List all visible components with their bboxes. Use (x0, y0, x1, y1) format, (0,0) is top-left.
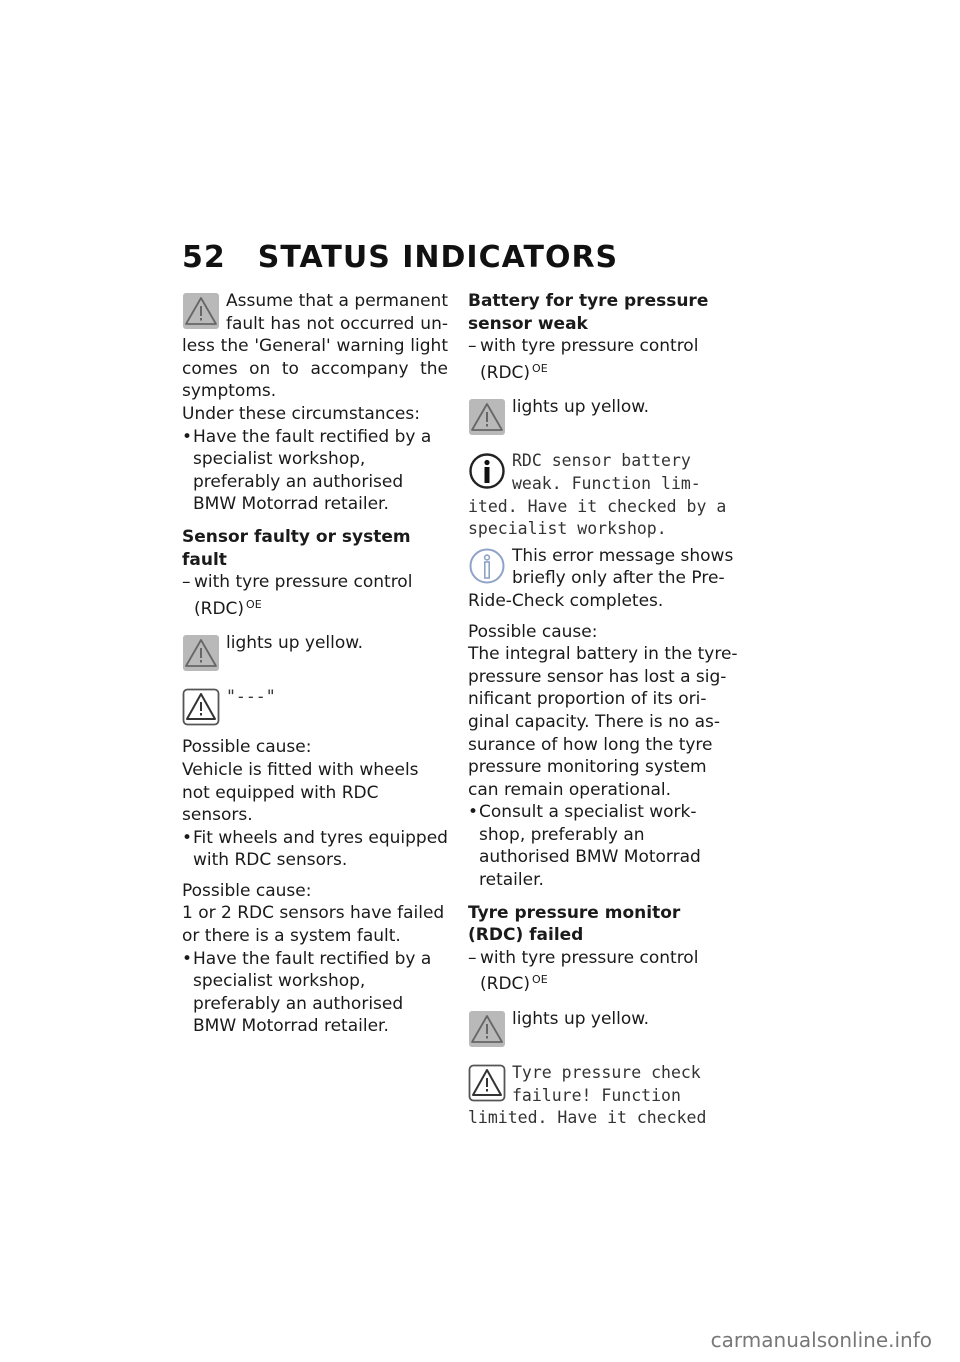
display-failure-row (468, 1062, 740, 1130)
heading-monitor-failed: Tyre pressure monitor (RDC) failed (468, 902, 681, 946)
intro-block (182, 290, 448, 403)
yellow-light-row (468, 396, 740, 438)
warning-triangle-filled-icon (468, 1010, 506, 1048)
yellow-light-row (182, 632, 448, 674)
display-dashes-row (182, 686, 448, 728)
yellow-light-row (468, 1008, 740, 1050)
heading-battery-weak: Battery for tyre pressure sensor weak (468, 291, 709, 334)
info-icon (468, 547, 506, 585)
intro-text: Assume that a permanent fault has not occurred un-less the 'General' warning light comes on to accompany the symptoms. (182, 291, 448, 402)
list-item: • Fit wheels and tyres equipped with RDC sensors. (182, 827, 448, 872)
info-icon (468, 452, 506, 490)
cause-text: Vehicle is fitted with wheels not equipped with RDC sensors. (182, 759, 419, 826)
page-title: STATUS INDICATORS (257, 240, 619, 275)
warning-triangle-filled-icon (182, 292, 220, 330)
lights-yellow-text: lights up yellow. (512, 1009, 650, 1030)
display-text: Tyre pressure check failure! Function limited. Have it checked (468, 1063, 707, 1128)
page-number: 52 (182, 240, 226, 275)
warning-triangle-outline-icon (182, 688, 220, 726)
possible-cause-label: Possible cause: (182, 880, 312, 901)
display-text: "---" (226, 687, 276, 707)
circumstances-text: Under these circumstances: (182, 403, 420, 424)
display-battery-row (468, 450, 740, 540)
warning-triangle-filled-icon (468, 398, 506, 436)
watermark: carmanualsonline.info (710, 1328, 932, 1352)
right-column (468, 290, 740, 1130)
lights-yellow-text: lights up yellow. (226, 633, 364, 654)
info-note-row (468, 545, 740, 613)
list-item: • Consult a specialist work-shop, preferably an authorised BMW Motorrad retailer. (468, 801, 740, 891)
page-heading (182, 240, 618, 275)
info-note-text: This error message shows briefly only after the Pre-Ride-Check completes. (468, 545, 734, 611)
list-item: • Have the fault rectified by a specialist workshop, preferably an authorised BMW Motorrad retailer. (182, 426, 448, 516)
possible-cause-label: Possible cause: (468, 621, 598, 642)
possible-cause-label: Possible cause: (182, 737, 312, 758)
warning-triangle-outline-icon (468, 1064, 506, 1102)
left-column (182, 290, 448, 1038)
rdc-condition: – with tyre pressure control (RDC) $^{OE}$ (468, 947, 699, 995)
list-item: • Have the fault rectified by a specialist workshop, preferably an authorised BMW Motorrad retailer. (182, 948, 448, 1038)
display-text: RDC sensor battery weak. Function lim-ited. Have it checked by a specialist workshop. (468, 451, 727, 539)
warning-triangle-filled-icon (182, 634, 220, 672)
cause-text: The integral battery in the tyre-pressure sensor has lost a sig-nificant proportion of its ori-ginal capacity. There is no as-surance of how long the tyre pressure monitoring system can remain operational. (468, 644, 738, 800)
cause-text: 1 or 2 RDC sensors have failed or there is a system fault. (182, 903, 445, 947)
lights-yellow-text: lights up yellow. (512, 397, 650, 418)
rdc-condition: – with tyre pressure control (RDC) $^{OE}$ (182, 572, 413, 619)
rdc-condition: – with tyre pressure control (RDC) $^{OE}$ (468, 336, 699, 383)
heading-sensor-fault: Sensor faulty or system fault (182, 526, 411, 570)
